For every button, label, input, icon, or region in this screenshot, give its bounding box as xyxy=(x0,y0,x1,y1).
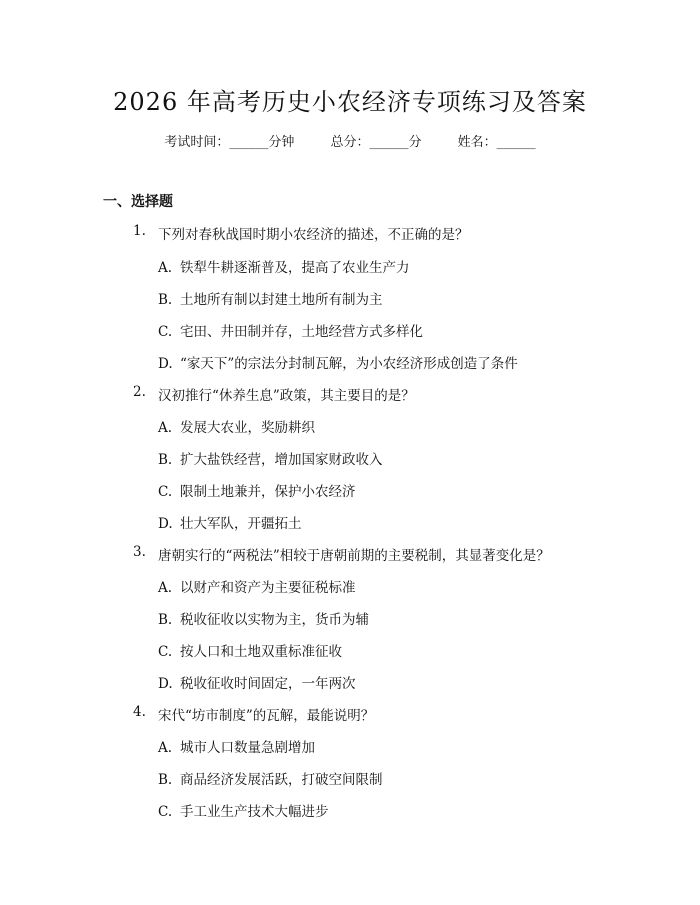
option-4c xyxy=(158,800,329,820)
option-letter: B. xyxy=(158,292,173,308)
question-text: 下列对春秋战国时期小农经济的描述，不正确的是？ xyxy=(158,227,469,243)
option-letter: C. xyxy=(158,324,173,340)
option-text: 限制土地兼并，保护小农经济 xyxy=(180,484,356,500)
option-2b xyxy=(158,448,383,468)
option-letter: C. xyxy=(158,804,173,820)
option-letter: C. xyxy=(158,644,173,660)
option-text: 商品经济发展活跃，打破空间限制 xyxy=(180,772,383,788)
option-letter: B. xyxy=(158,452,173,468)
option-letter: D. xyxy=(158,516,173,532)
option-letter: A. xyxy=(158,420,173,436)
question-number: 3. xyxy=(133,544,146,560)
exam-info-line xyxy=(0,131,700,150)
option-text: 壮大军队，开疆拓土 xyxy=(180,516,302,532)
option-3c xyxy=(158,640,342,660)
page-title: 2026 年高考历史小农经济专项练习及答案 xyxy=(113,88,587,116)
option-1a xyxy=(158,256,410,276)
option-2c xyxy=(158,480,356,500)
option-text: 手工业生产技术大幅进步 xyxy=(180,804,329,820)
option-letter: A. xyxy=(158,740,173,756)
option-text: 扩大盐铁经营，增加国家财政收入 xyxy=(180,452,383,468)
option-letter: B. xyxy=(158,772,173,788)
question-number: 2. xyxy=(133,384,146,400)
option-text: 按人口和土地双重标准征收 xyxy=(180,644,342,660)
option-4b xyxy=(158,768,383,788)
question-number: 4. xyxy=(133,704,146,720)
question-number: 1. xyxy=(133,223,146,239)
option-letter: A. xyxy=(158,580,173,596)
question-text: 宋代“坊市制度”的瓦解，最能说明？ xyxy=(158,708,375,724)
option-text: 土地所有制以封建土地所有制为主 xyxy=(180,292,383,308)
section-heading: 一、选择题 xyxy=(103,194,173,210)
option-3b xyxy=(158,608,369,628)
option-letter: B. xyxy=(158,612,173,628)
option-text: 宅田、井田制并存，土地经营方式多样化 xyxy=(180,324,423,340)
question-text: 唐朝实行的“两税法”相较于唐朝前期的主要税制，其显著变化是？ xyxy=(158,548,550,564)
option-text: 城市人口数量急剧增加 xyxy=(180,740,315,756)
option-3d xyxy=(158,672,356,692)
option-letter: D. xyxy=(158,676,173,692)
option-1b xyxy=(158,288,383,308)
option-text: 发展大农业，奖励耕织 xyxy=(180,420,315,436)
option-letter: A. xyxy=(158,260,173,276)
option-1d xyxy=(158,352,518,372)
option-letter: C. xyxy=(158,484,173,500)
option-2d xyxy=(158,512,302,532)
option-4a xyxy=(158,736,315,756)
option-text: “家天下”的宗法分封制瓦解，为小农经济形成创造了条件 xyxy=(180,356,518,372)
student-name-field: 姓名：______ xyxy=(457,135,536,150)
option-text: 税收征收以实物为主，货币为辅 xyxy=(180,612,369,628)
option-1c xyxy=(158,320,423,340)
question-text: 汉初推行“休养生息”政策，其主要目的是？ xyxy=(158,388,415,404)
option-2a xyxy=(158,416,315,436)
option-letter: D. xyxy=(158,356,173,372)
option-3a xyxy=(158,576,356,596)
option-text: 税收征收时间固定，一年两次 xyxy=(180,676,356,692)
option-text: 以财产和资产为主要征税标准 xyxy=(180,580,356,596)
exam-time-field: 考试时间：______分钟 xyxy=(164,135,295,150)
option-text: 铁犁牛耕逐渐普及，提高了农业生产力 xyxy=(180,260,410,276)
total-score-field: 总分：______分 xyxy=(330,135,422,150)
